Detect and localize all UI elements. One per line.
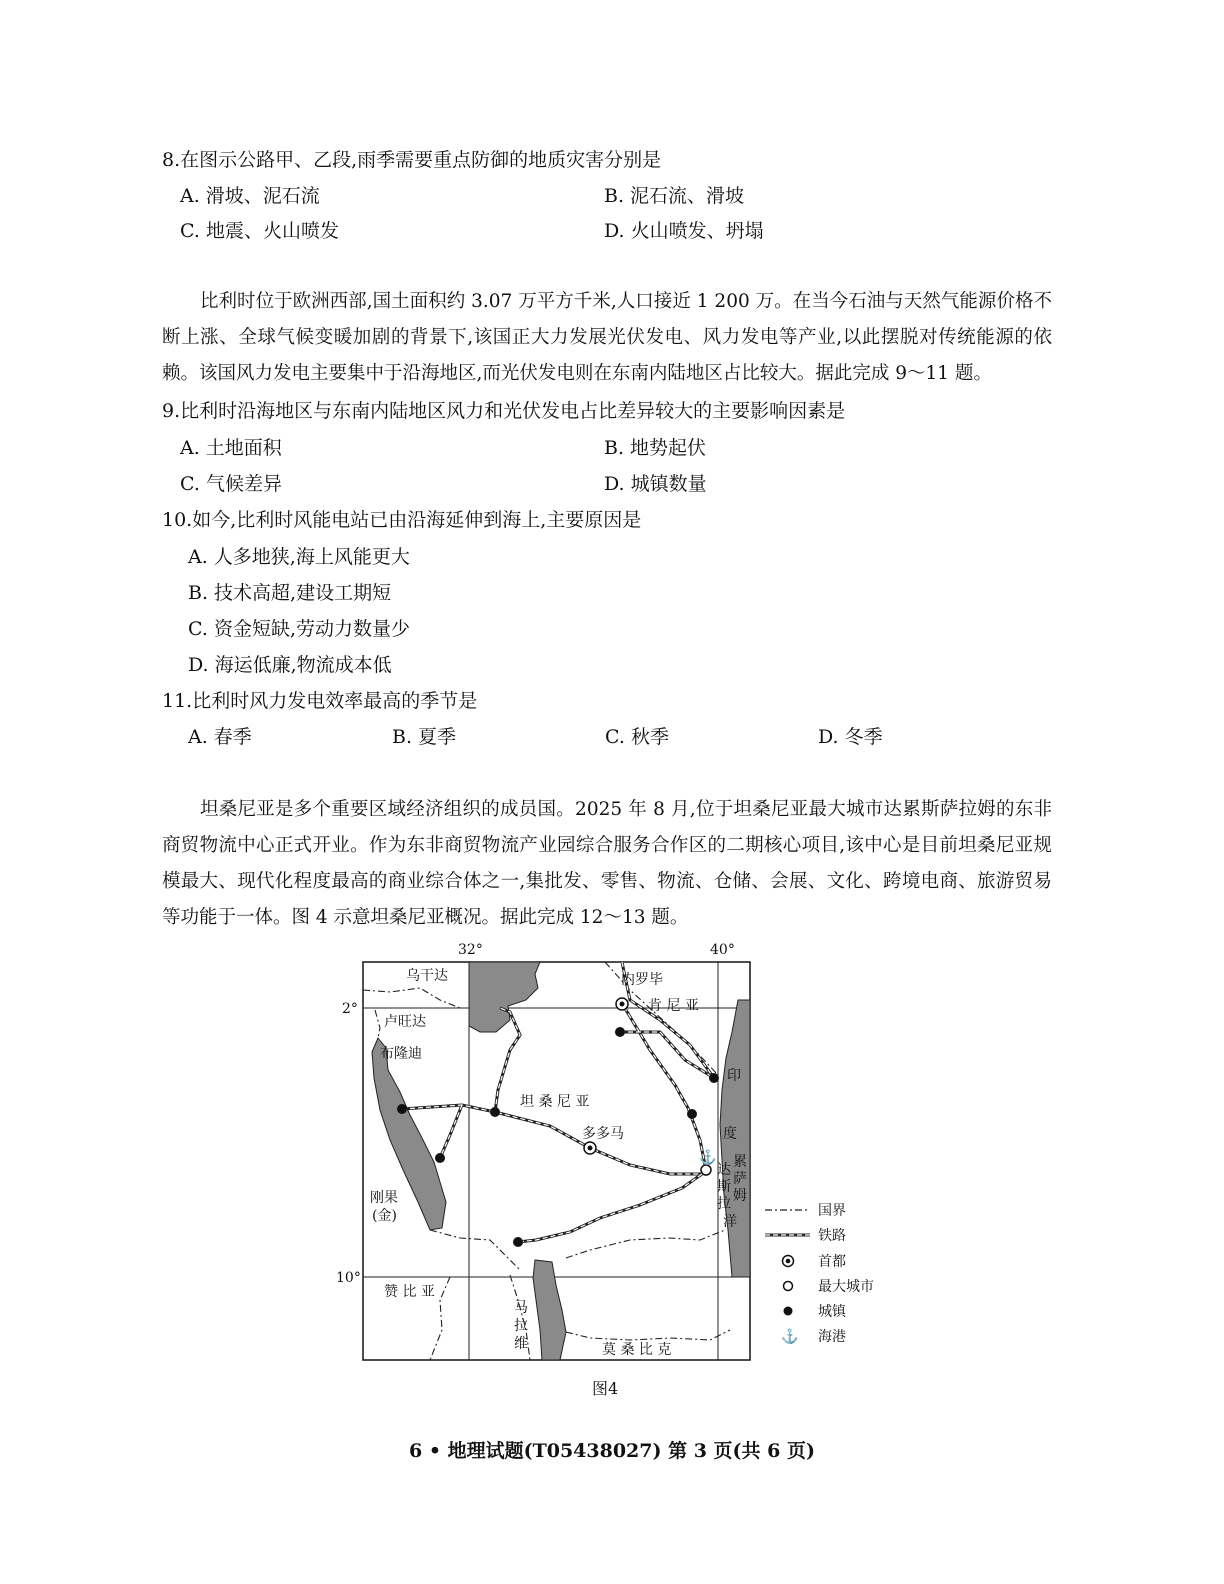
- lake-malawi: [533, 1260, 566, 1360]
- map-legend: [765, 1203, 874, 1345]
- question-10-option-a: A. 人多地狭,海上风能更大: [188, 546, 410, 568]
- label-dar-3: 拉: [717, 1196, 731, 1212]
- label-dar-4: 累: [733, 1154, 747, 1170]
- label-dar-5: 萨: [733, 1171, 747, 1187]
- question-9-option-d: D. 城镇数量: [604, 473, 707, 495]
- border-mozambique-south: [566, 1330, 730, 1340]
- border-rwanda-burundi: [375, 1010, 380, 1038]
- label-burundi: 布隆迪: [380, 1046, 422, 1062]
- label-dodoma: 多多马: [582, 1126, 624, 1142]
- capital-nairobi-inner: [620, 1002, 625, 1007]
- passage-tanzania-text: 坦桑尼亚是多个重要区域经济组织的成员国。2025 年 8 月,位于坦桑尼亚最大城市达累斯萨拉姆的东非商贸物流中心正式开业。作为东非商贸物流产业园综合服务合作区的二期核心项目,该中心是目前坦桑尼亚规模最大、现代化程度最高的商业综合体之一,集批发、零售、物流、仓储、会展、文化、跨境电商、旅游贸易等功能于一体。图 4 示意坦桑尼亚概况。据此完成 12～13 题。: [162, 799, 1052, 928]
- question-10-stem: 10.如今,比利时风能电站已由沿海延伸到海上,主要原因是: [162, 509, 642, 531]
- border-zambia-north: [430, 1230, 520, 1270]
- label-malawi-3: 维: [514, 1336, 528, 1352]
- legend-railway-label: 铁路: [818, 1228, 846, 1244]
- label-dar-2: 斯: [717, 1179, 731, 1195]
- question-8-option-b: B. 泥石流、滑坡: [604, 185, 745, 207]
- border-mozambique: [566, 1230, 725, 1258]
- railway-north: [620, 1000, 706, 1170]
- lon-label-40: 40°: [710, 942, 735, 958]
- town-coast: [687, 1109, 697, 1119]
- passage-belgium: [162, 284, 1052, 392]
- legend-port-label: 海港: [818, 1329, 846, 1345]
- label-ocean-2: 度: [723, 1126, 737, 1142]
- label-dar-6: 姆: [733, 1188, 747, 1204]
- lon-label-32: 32°: [458, 942, 483, 958]
- question-9-option-b: B. 地势起伏: [604, 437, 707, 459]
- label-nairobi: 内罗毕: [621, 972, 663, 988]
- question-11-stem: 11.比利时风力发电效率最高的季节是: [162, 690, 478, 712]
- legend-port-anchor-icon: ⚓: [781, 1329, 799, 1345]
- label-dar-1: 达: [717, 1162, 731, 1178]
- legend-capital-symbol-inner: [786, 1259, 791, 1264]
- label-congo-1: 刚果: [370, 1190, 398, 1206]
- port-anchor-icon: ⚓: [699, 1150, 717, 1166]
- question-10-option-c: C. 资金短缺,劳动力数量少: [188, 618, 410, 640]
- town-tabora: [490, 1107, 500, 1117]
- town-kigoma: [397, 1104, 407, 1114]
- capital-dodoma-inner: [588, 1146, 593, 1151]
- legend-town-symbol: [784, 1307, 793, 1316]
- label-congo-2: (金): [372, 1208, 397, 1224]
- question-9-option-c: C. 气候差异: [180, 473, 282, 495]
- question-11-option-d: D. 冬季: [818, 726, 883, 748]
- question-8-option-c: C. 地震、火山喷发: [180, 220, 339, 242]
- page-footer: 6 • 地理试题(T05438027) 第 3 页(共 6 页): [409, 1440, 815, 1462]
- question-8-option-a: A. 滑坡、泥石流: [180, 185, 320, 207]
- town-tanga: [709, 1073, 719, 1083]
- lat-label-10: 10°: [336, 1270, 361, 1286]
- label-tanzania: 坦 桑 尼 亚: [520, 1094, 590, 1110]
- legend-border-label: 国界: [818, 1203, 846, 1219]
- town-mbeya: [513, 1237, 523, 1247]
- figure-caption: 图4: [592, 1379, 619, 1398]
- tanzania-map-svg: [330, 940, 890, 1370]
- legend-town-label: 城镇: [818, 1304, 846, 1320]
- lat-label-2: 2°: [342, 1001, 358, 1017]
- label-malawi-1: 马: [514, 1300, 528, 1316]
- question-9-option-a: A. 土地面积: [180, 437, 282, 459]
- railway-tazara: [518, 1174, 702, 1242]
- label-kenya: 肯 尼 亚: [648, 998, 699, 1014]
- question-10-option-d: D. 海运低廉,物流成本低: [188, 654, 392, 676]
- question-8-option-d: D. 火山喷发、坍塌: [604, 220, 764, 242]
- question-8-stem: 8.在图示公路甲、乙段,雨季需要重点防御的地质灾害分别是: [162, 149, 662, 171]
- passage-belgium-text: 比利时位于欧洲西部,国土面积约 3.07 万平方千米,人口接近 1 200 万。在当今石油与天然气能源价格不断上涨、全球气候变暖加剧的背景下,该国正大力发展光伏发电、风力发电等产业,以此摆脱对传统能源的依赖。该国风力发电主要集中于沿海地区,而光伏发电则在东南内陆地区占比较大。据此完成 9～11 题。: [162, 291, 1052, 384]
- town-arusha: [615, 1027, 625, 1037]
- question-11-option-b: B. 夏季: [392, 726, 457, 748]
- town-west: [435, 1153, 445, 1163]
- question-9-stem: 9.比利时沿海地区与东南内陆地区风力和光伏发电占比差异较大的主要影响因素是: [162, 400, 846, 422]
- towns: [397, 1027, 719, 1247]
- question-11-option-a: A. 春季: [188, 726, 252, 748]
- border-uganda-rwanda: [363, 988, 460, 1008]
- label-mozambique: 莫 桑 比 克: [602, 1342, 672, 1358]
- label-malawi-2: 拉: [514, 1318, 528, 1334]
- question-10-option-b: B. 技术高超,建设工期短: [188, 582, 392, 604]
- legend-largest-city-symbol: [784, 1282, 793, 1291]
- largest-city-dar: [701, 1165, 711, 1175]
- tanzania-map: [330, 940, 890, 1370]
- passage-tanzania: [162, 792, 1052, 936]
- label-rwanda: 卢旺达: [384, 1014, 426, 1030]
- legend-capital-label: 首都: [818, 1254, 846, 1270]
- legend-largest-city-label: 最大城市: [818, 1279, 874, 1295]
- question-11-option-c: C. 秋季: [605, 726, 669, 748]
- label-ocean-3: 洋: [723, 1214, 737, 1230]
- label-zambia: 赞 比 亚: [384, 1284, 435, 1300]
- label-uganda: 乌干达: [406, 968, 448, 984]
- railway-northeast: [620, 1032, 714, 1078]
- label-ocean-1: 印: [727, 1068, 741, 1084]
- lake-victoria: [469, 962, 540, 1032]
